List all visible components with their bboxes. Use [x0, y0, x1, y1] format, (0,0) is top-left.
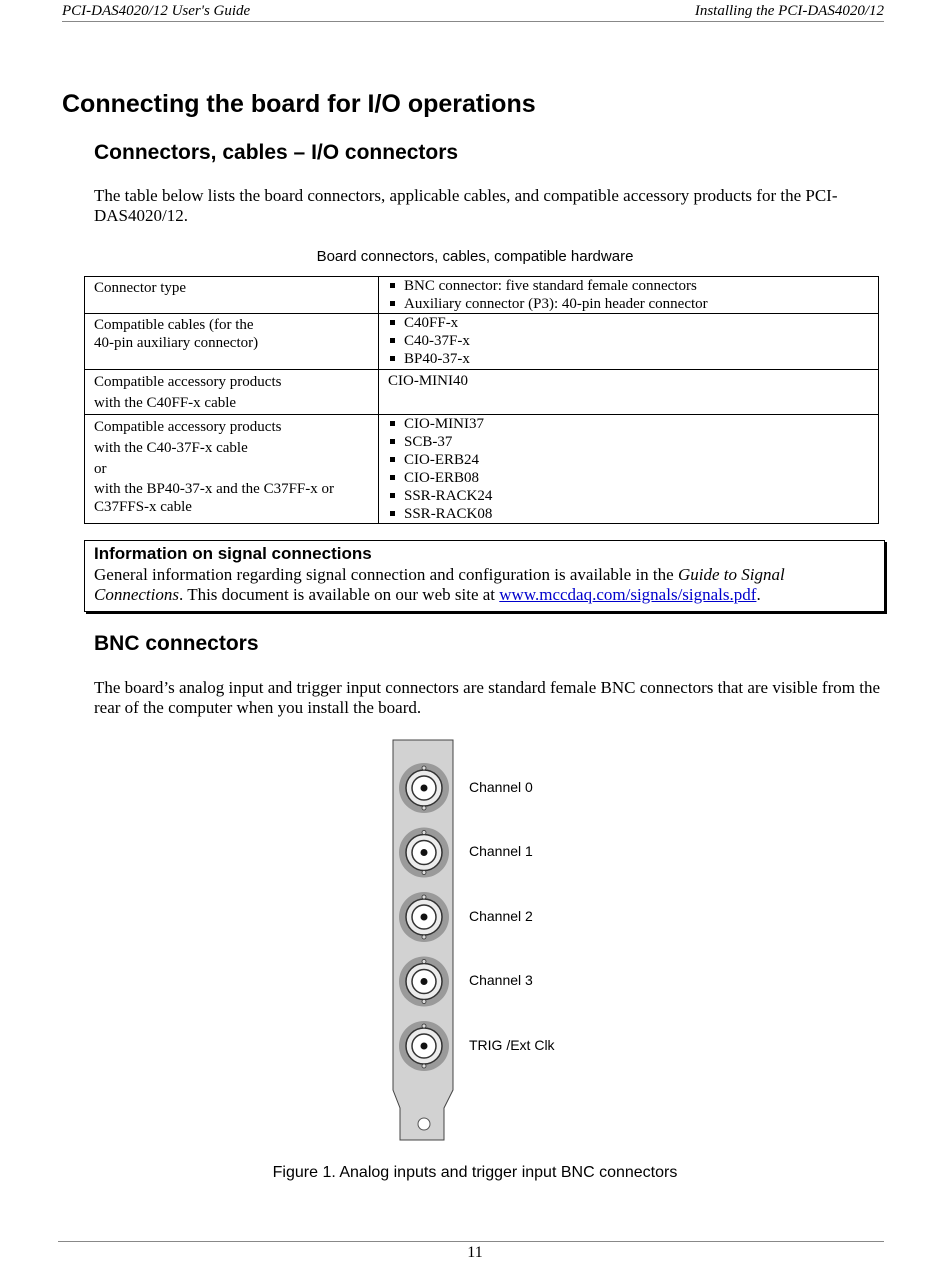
row-label-line: with the BP40-37-x and the C37FF-x or C37FFS-x cable — [94, 481, 334, 515]
channel-0-label: Channel 0 — [469, 779, 533, 795]
row-label-line: 40-pin auxiliary connector) — [94, 335, 259, 351]
bnc-lug-top — [422, 766, 426, 770]
section-heading-connectors: Connectors, cables – I/O connectors — [94, 141, 459, 164]
bnc-bracket-figure — [380, 738, 470, 1142]
bnc-lug-bottom — [422, 935, 426, 939]
table-cell-items — [379, 415, 879, 524]
header-right: Installing the PCI-DAS4020/12 — [694, 3, 884, 19]
bnc-lug-top — [422, 895, 426, 899]
channel-1-label: Channel 1 — [469, 843, 533, 859]
page-title: Connecting the board for I/O operations — [62, 90, 536, 118]
row-label-line: with the C40-37F-x cable — [94, 440, 248, 456]
bnc-lug-top — [422, 960, 426, 964]
list-item: CIO-ERB24 — [388, 451, 869, 469]
note-title: Information on signal connections — [94, 544, 372, 563]
note-text: General information regarding signal connection and configuration is available in the — [94, 565, 678, 584]
note-text: . — [756, 585, 761, 604]
bnc-lug-bottom — [422, 1064, 426, 1068]
row-label-line: or — [94, 461, 107, 477]
bullet-list — [388, 415, 869, 523]
bnc-center-pin — [421, 849, 428, 856]
guide-title: Guide to Signal Connections — [94, 565, 785, 604]
table-row — [85, 314, 879, 370]
bnc-center-pin — [421, 978, 428, 985]
table-row — [85, 415, 879, 524]
trigger-label: TRIG /Ext Clk — [469, 1037, 555, 1053]
intro-paragraph: The table below lists the board connectors, applicable cables, and compatible accessory products for the PCI-DAS4020/12. — [94, 186, 838, 225]
list-item: SSR-RACK08 — [388, 505, 869, 523]
row-label-line: Compatible accessory products — [94, 419, 282, 435]
bnc-center-pin — [421, 914, 428, 921]
list-item: SSR-RACK24 — [388, 487, 869, 505]
bnc-connector-icon — [399, 1021, 449, 1071]
list-item: CIO-MINI37 — [388, 415, 869, 433]
page-number: 11 — [467, 1244, 483, 1261]
list-item: C40-37F-x — [388, 332, 869, 350]
list-item: Auxiliary connector (P3): 40-pin header connector — [388, 295, 869, 313]
table-caption: Board connectors, cables, compatible hardware — [316, 248, 634, 265]
note-body — [94, 565, 875, 605]
table-cell-label — [85, 314, 379, 370]
table-cell-label — [85, 415, 379, 524]
channel-2-label: Channel 2 — [469, 908, 533, 924]
header-left: PCI-DAS4020/12 User's Guide — [62, 3, 251, 19]
bullet-list — [388, 314, 869, 368]
accessory-value: CIO-MINI40 — [388, 373, 468, 389]
channel-3-label: Channel 3 — [469, 972, 533, 988]
table-cell-items — [379, 277, 879, 314]
table-cell-label — [85, 277, 379, 314]
bnc-connector-icon — [399, 892, 449, 942]
bnc-connector-icon — [399, 828, 449, 878]
connectors-table — [84, 276, 879, 524]
mounting-hole-icon — [418, 1118, 430, 1130]
bnc-lug-bottom — [422, 1000, 426, 1004]
bnc-lug-top — [422, 1024, 426, 1028]
bnc-lug-top — [422, 831, 426, 835]
list-item: SCB-37 — [388, 433, 869, 451]
table-row — [85, 370, 879, 415]
list-item: CIO-ERB08 — [388, 469, 869, 487]
running-header — [62, 3, 884, 22]
bullet-list — [388, 277, 869, 313]
bnc-lug-bottom — [422, 806, 426, 810]
bnc-connector-icon — [399, 957, 449, 1007]
row-label-line: Compatible cables (for the — [94, 317, 254, 333]
section-heading-bnc: BNC connectors — [94, 632, 259, 655]
bnc-center-pin — [421, 785, 428, 792]
list-item: BNC connector: five standard female connectors — [388, 277, 869, 295]
bnc-lug-bottom — [422, 871, 426, 875]
table-cell-value — [379, 370, 879, 415]
table-cell-label — [85, 370, 379, 415]
bnc-connector-icon — [399, 763, 449, 813]
table-row — [85, 277, 879, 314]
table-cell-items — [379, 314, 879, 370]
row-label-line: with the C40FF-x cable — [94, 395, 237, 411]
row-label-line: Connector type — [94, 280, 187, 296]
figure-caption: Figure 1. Analog inputs and trigger input BNC connectors — [272, 1164, 678, 1181]
note-text: . This document is available on our web site at — [179, 585, 500, 604]
row-label-line: Compatible accessory products — [94, 374, 282, 390]
list-item: C40FF-x — [388, 314, 869, 332]
list-item: BP40-37-x — [388, 350, 869, 368]
footer-rule — [58, 1241, 884, 1242]
bnc-center-pin — [421, 1043, 428, 1050]
bnc-paragraph: The board’s analog input and trigger input connectors are standard female BNC connectors that are visible from the rear of the computer when you install the board. — [94, 678, 880, 717]
info-note-box — [84, 540, 885, 612]
signals-pdf-link[interactable]: www.mccdaq.com/signals/signals.pdf — [499, 585, 757, 604]
